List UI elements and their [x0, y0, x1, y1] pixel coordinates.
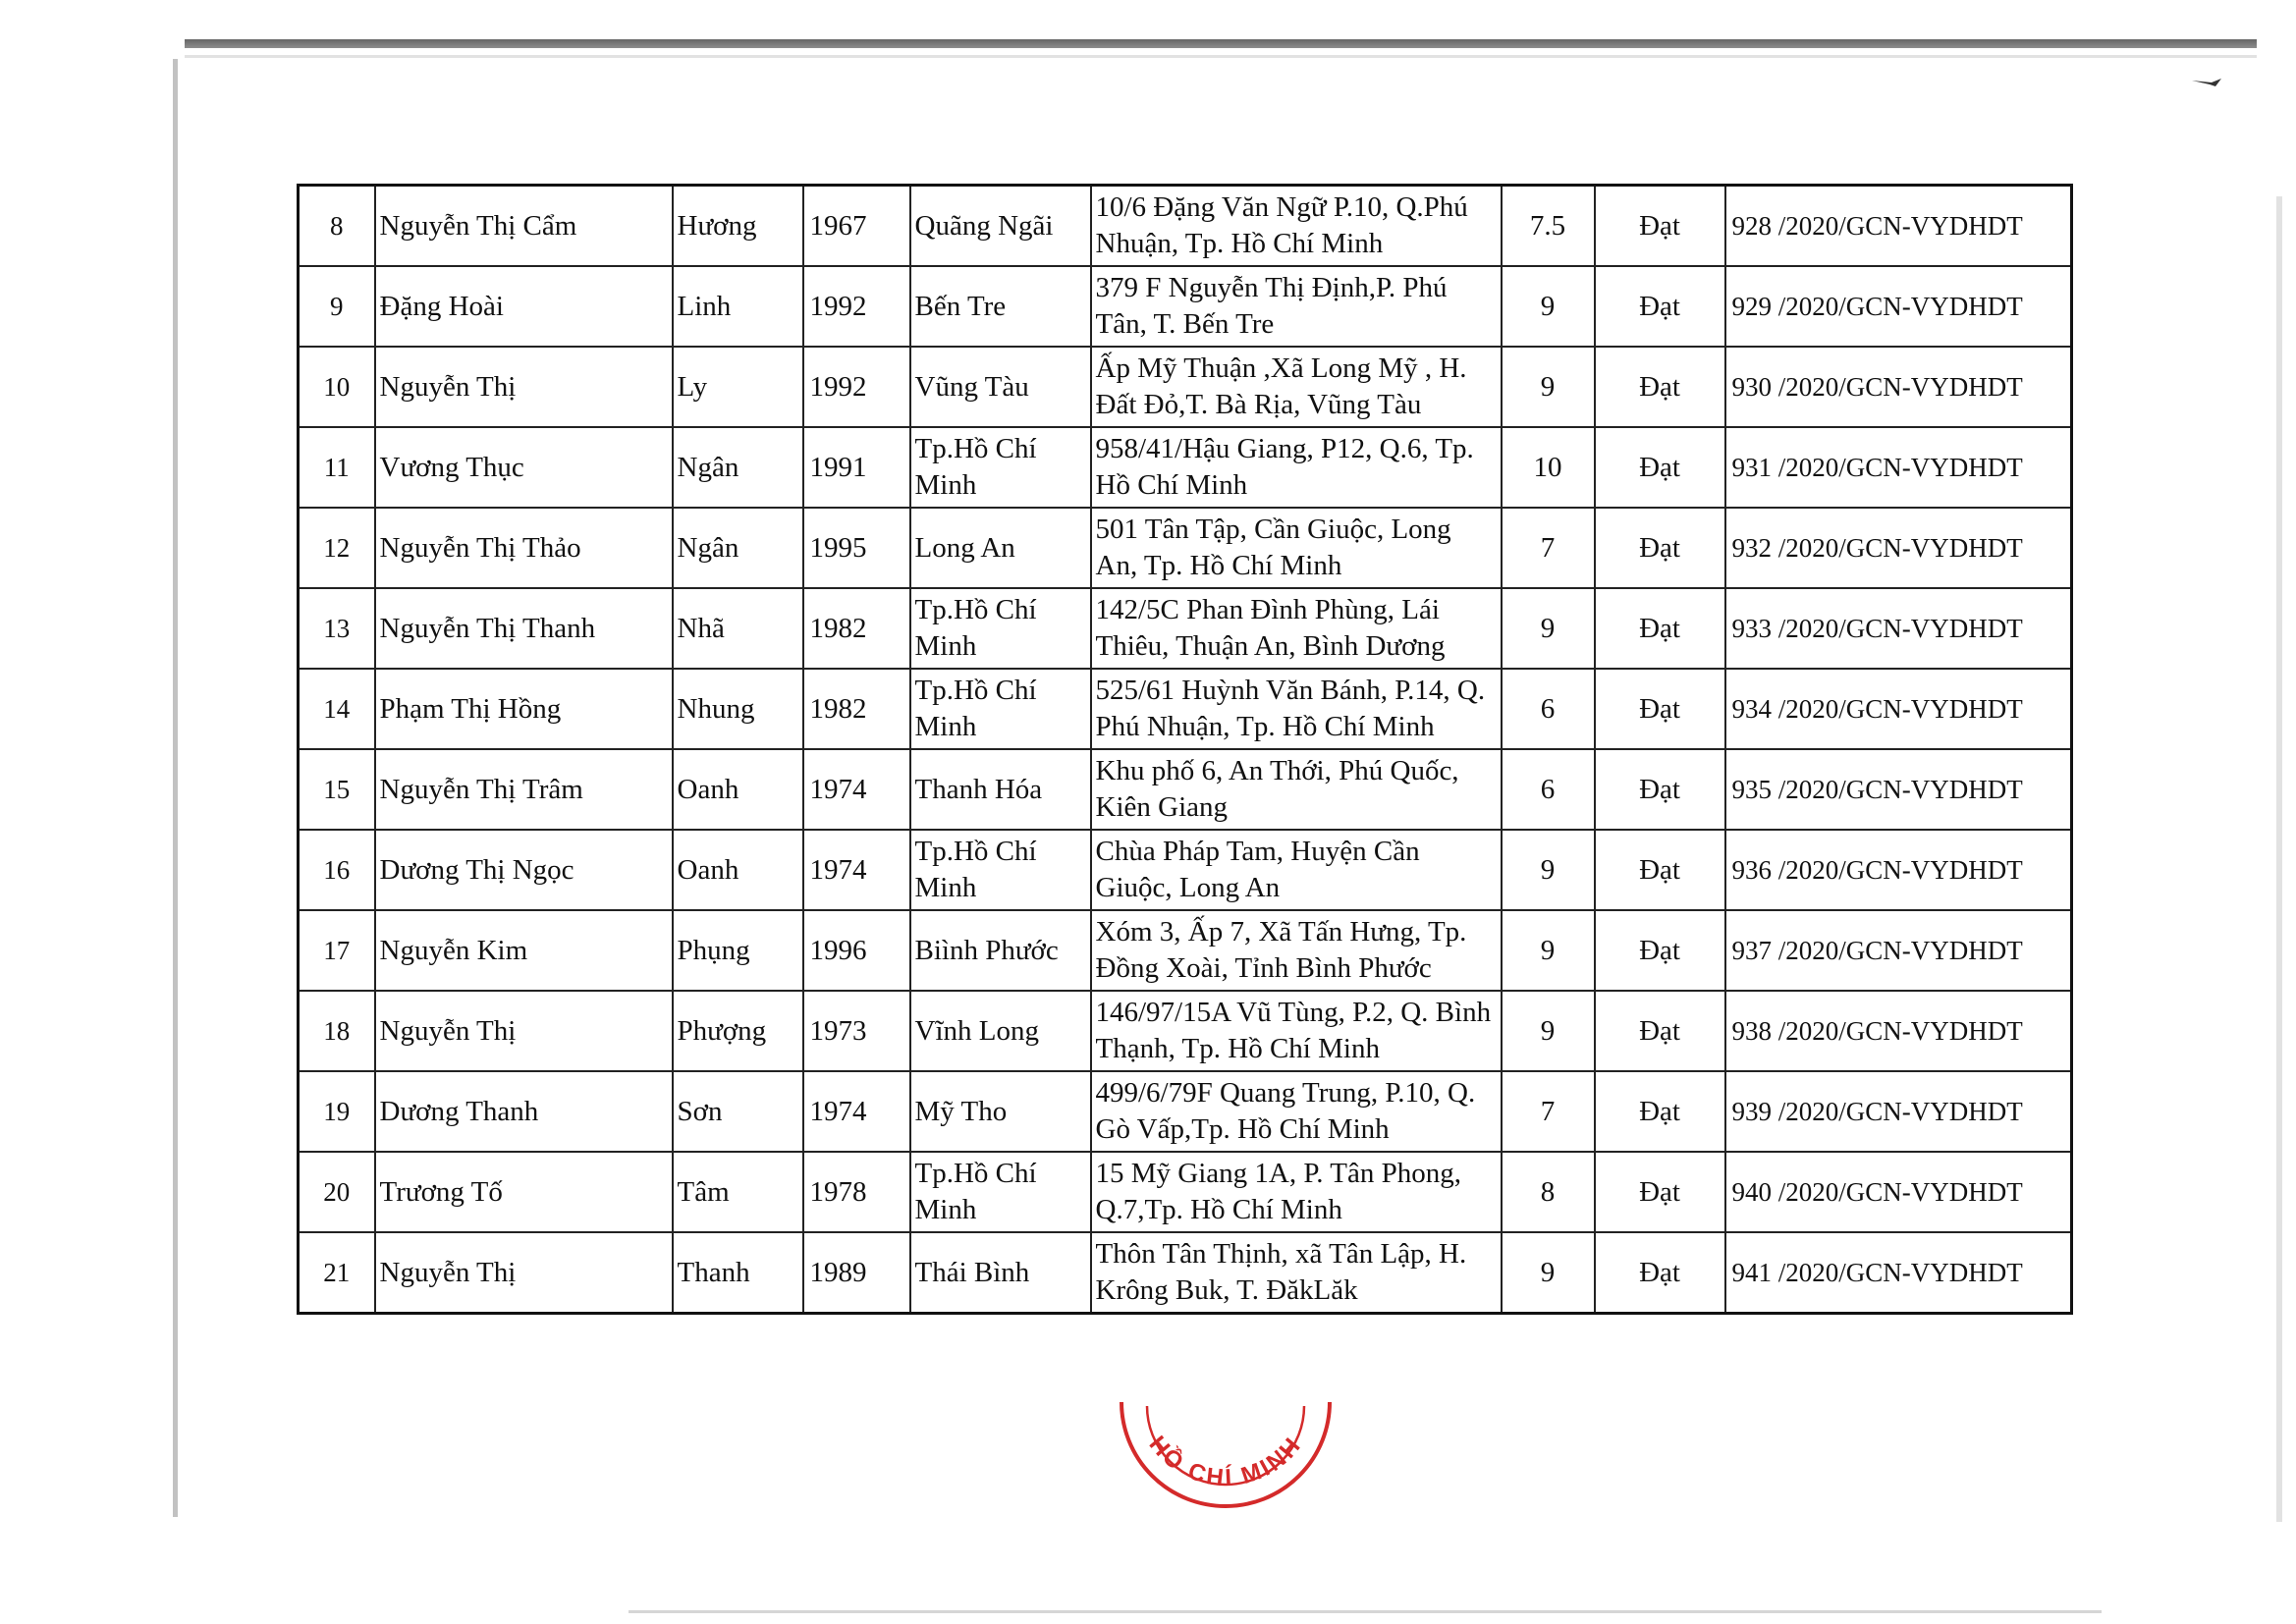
cell-ket-qua: Đạt	[1595, 830, 1725, 910]
table-body	[299, 186, 2072, 1314]
cell-dia-chi: Thôn Tân Thịnh, xã Tân Lập, H. Krông Buk, T. ĐăkLăk	[1091, 1232, 1502, 1314]
cell-noi-sinh: Thanh Hóa	[910, 749, 1091, 830]
cell-so-gcn: 928 /2020/GCN-VYDHDT	[1725, 186, 2072, 267]
cell-ket-qua: Đạt	[1595, 588, 1725, 669]
cell-noi-sinh: Tp.Hồ Chí Minh	[910, 1152, 1091, 1232]
cell-so-gcn: 932 /2020/GCN-VYDHDT	[1725, 508, 2072, 588]
cell-noi-sinh: Thái Bình	[910, 1232, 1091, 1314]
cell-ten: Linh	[673, 266, 803, 347]
cell-diem: 8	[1502, 1152, 1595, 1232]
cell-so-gcn: 929 /2020/GCN-VYDHDT	[1725, 266, 2072, 347]
cell-diem: 9	[1502, 266, 1595, 347]
cell-stt: 19	[299, 1071, 375, 1152]
cell-so-gcn: 939 /2020/GCN-VYDHDT	[1725, 1071, 2072, 1152]
cell-ho-lot: Nguyễn Thị Thảo	[375, 508, 673, 588]
cell-ten: Sơn	[673, 1071, 803, 1152]
cell-stt: 14	[299, 669, 375, 749]
cell-ten: Tâm	[673, 1152, 803, 1232]
cell-ten: Oanh	[673, 749, 803, 830]
table-row	[299, 347, 2072, 427]
table-row	[299, 588, 2072, 669]
cell-nam-sinh: 1982	[803, 588, 910, 669]
scan-left-border	[173, 59, 178, 1517]
cell-so-gcn: 936 /2020/GCN-VYDHDT	[1725, 830, 2072, 910]
scan-right-border	[2276, 196, 2282, 1522]
cell-ket-qua: Đạt	[1595, 749, 1725, 830]
table-row	[299, 749, 2072, 830]
cell-dia-chi: Ấp Mỹ Thuận ,Xã Long Mỹ , H. Đất Đỏ,T. Bà Rịa, Vũng Tàu	[1091, 347, 1502, 427]
cell-diem: 9	[1502, 830, 1595, 910]
cell-ket-qua: Đạt	[1595, 347, 1725, 427]
cell-ho-lot: Dương Thị Ngọc	[375, 830, 673, 910]
cell-dia-chi: 958/41/Hậu Giang, P12, Q.6, Tp. Hồ Chí Minh	[1091, 427, 1502, 508]
cell-ho-lot: Vương Thục	[375, 427, 673, 508]
cell-nam-sinh: 1973	[803, 991, 910, 1071]
certificate-table	[297, 184, 2073, 1315]
cell-ten: Ly	[673, 347, 803, 427]
cell-diem: 6	[1502, 669, 1595, 749]
cell-diem: 6	[1502, 749, 1595, 830]
cell-dia-chi: 15 Mỹ Giang 1A, P. Tân Phong, Q.7,Tp. Hồ Chí Minh	[1091, 1152, 1502, 1232]
cell-so-gcn: 930 /2020/GCN-VYDHDT	[1725, 347, 2072, 427]
cell-so-gcn: 933 /2020/GCN-VYDHDT	[1725, 588, 2072, 669]
cell-ket-qua: Đạt	[1595, 910, 1725, 991]
cell-nam-sinh: 1974	[803, 830, 910, 910]
scan-bottom-border	[629, 1610, 2102, 1613]
cell-noi-sinh: Biình Phước	[910, 910, 1091, 991]
cell-ho-lot: Đặng Hoài	[375, 266, 673, 347]
cell-noi-sinh: Long An	[910, 508, 1091, 588]
cell-ten: Thanh	[673, 1232, 803, 1314]
cell-diem: 9	[1502, 991, 1595, 1071]
cell-nam-sinh: 1974	[803, 1071, 910, 1152]
cell-ten: Hương	[673, 186, 803, 267]
cell-dia-chi: Xóm 3, Ấp 7, Xã Tấn Hưng, Tp. Đồng Xoài, Tỉnh Bình Phước	[1091, 910, 1502, 991]
red-seal-stamp	[1108, 1382, 1343, 1520]
table-row	[299, 1152, 2072, 1232]
cell-ten: Nhung	[673, 669, 803, 749]
cell-nam-sinh: 1992	[803, 266, 910, 347]
cell-noi-sinh: Mỹ Tho	[910, 1071, 1091, 1152]
table-row	[299, 669, 2072, 749]
cell-dia-chi: 146/97/15A Vũ Tùng, P.2, Q. Bình Thạnh, Tp. Hồ Chí Minh	[1091, 991, 1502, 1071]
cell-diem: 7.5	[1502, 186, 1595, 267]
cell-ten: Nhã	[673, 588, 803, 669]
cell-so-gcn: 934 /2020/GCN-VYDHDT	[1725, 669, 2072, 749]
table-row	[299, 427, 2072, 508]
cell-diem: 9	[1502, 910, 1595, 991]
cell-dia-chi: 525/61 Huỳnh Văn Bánh, P.14, Q. Phú Nhuận, Tp. Hồ Chí Minh	[1091, 669, 1502, 749]
cell-nam-sinh: 1974	[803, 749, 910, 830]
cell-dia-chi: 10/6 Đặng Văn Ngữ P.10, Q.Phú Nhuận, Tp. Hồ Chí Minh	[1091, 186, 1502, 267]
cell-nam-sinh: 1996	[803, 910, 910, 991]
cell-nam-sinh: 1992	[803, 347, 910, 427]
cell-dia-chi: 499/6/79F Quang Trung, P.10, Q. Gò Vấp,Tp. Hồ Chí Minh	[1091, 1071, 1502, 1152]
cell-ket-qua: Đạt	[1595, 991, 1725, 1071]
table-row	[299, 508, 2072, 588]
cell-stt: 17	[299, 910, 375, 991]
cell-stt: 20	[299, 1152, 375, 1232]
cell-nam-sinh: 1967	[803, 186, 910, 267]
table-row	[299, 910, 2072, 991]
svg-text:HỒ CHÍ MINH: HỒ CHÍ MINH	[1143, 1431, 1308, 1492]
cell-stt: 9	[299, 266, 375, 347]
cell-ket-qua: Đạt	[1595, 1232, 1725, 1314]
table-row	[299, 186, 2072, 267]
cell-so-gcn: 931 /2020/GCN-VYDHDT	[1725, 427, 2072, 508]
cell-ho-lot: Nguyễn Thị	[375, 1232, 673, 1314]
cell-ket-qua: Đạt	[1595, 186, 1725, 267]
scan-top-border	[185, 39, 2257, 48]
cell-so-gcn: 938 /2020/GCN-VYDHDT	[1725, 991, 2072, 1071]
cell-stt: 21	[299, 1232, 375, 1314]
cell-noi-sinh: Tp.Hồ Chí Minh	[910, 669, 1091, 749]
cell-stt: 10	[299, 347, 375, 427]
cell-stt: 18	[299, 991, 375, 1071]
cell-ho-lot: Dương Thanh	[375, 1071, 673, 1152]
scan-corner-mark	[2192, 77, 2223, 90]
cell-so-gcn: 935 /2020/GCN-VYDHDT	[1725, 749, 2072, 830]
cell-diem: 7	[1502, 508, 1595, 588]
cell-nam-sinh: 1982	[803, 669, 910, 749]
cell-ket-qua: Đạt	[1595, 266, 1725, 347]
cell-so-gcn: 940 /2020/GCN-VYDHDT	[1725, 1152, 2072, 1232]
cell-noi-sinh: Tp.Hồ Chí Minh	[910, 427, 1091, 508]
scan-top-border-faint	[185, 55, 2257, 58]
cell-noi-sinh: Vũng Tàu	[910, 347, 1091, 427]
cell-ket-qua: Đạt	[1595, 508, 1725, 588]
cell-dia-chi: 501 Tân Tập, Cần Giuộc, Long An, Tp. Hồ Chí Minh	[1091, 508, 1502, 588]
cell-stt: 16	[299, 830, 375, 910]
cell-so-gcn: 941 /2020/GCN-VYDHDT	[1725, 1232, 2072, 1314]
cell-diem: 9	[1502, 1232, 1595, 1314]
cell-dia-chi: 379 F Nguyễn Thị Định,P. Phú Tân, T. Bến Tre	[1091, 266, 1502, 347]
cell-nam-sinh: 1989	[803, 1232, 910, 1314]
cell-ho-lot: Phạm Thị Hồng	[375, 669, 673, 749]
cell-diem: 10	[1502, 427, 1595, 508]
cell-dia-chi: Khu phố 6, An Thới, Phú Quốc, Kiên Giang	[1091, 749, 1502, 830]
cell-noi-sinh: Tp.Hồ Chí Minh	[910, 830, 1091, 910]
cell-stt: 11	[299, 427, 375, 508]
cell-ten: Phượng	[673, 991, 803, 1071]
table-row	[299, 991, 2072, 1071]
cell-ho-lot: Nguyễn Thị	[375, 991, 673, 1071]
table-row	[299, 1071, 2072, 1152]
cell-noi-sinh: Bến Tre	[910, 266, 1091, 347]
cell-ho-lot: Nguyễn Thị Thanh	[375, 588, 673, 669]
cell-nam-sinh: 1978	[803, 1152, 910, 1232]
cell-ho-lot: Nguyễn Thị	[375, 347, 673, 427]
cell-ten: Phụng	[673, 910, 803, 991]
cell-diem: 9	[1502, 347, 1595, 427]
cell-so-gcn: 937 /2020/GCN-VYDHDT	[1725, 910, 2072, 991]
table-row	[299, 830, 2072, 910]
cell-ket-qua: Đạt	[1595, 669, 1725, 749]
cell-ho-lot: Nguyễn Kim	[375, 910, 673, 991]
cell-ho-lot: Nguyễn Thị Cẩm	[375, 186, 673, 267]
cell-ten: Ngân	[673, 508, 803, 588]
cell-stt: 13	[299, 588, 375, 669]
cell-ket-qua: Đạt	[1595, 427, 1725, 508]
cell-noi-sinh: Tp.Hồ Chí Minh	[910, 588, 1091, 669]
cell-diem: 7	[1502, 1071, 1595, 1152]
cell-noi-sinh: Quãng Ngãi	[910, 186, 1091, 267]
table-row	[299, 1232, 2072, 1314]
cell-nam-sinh: 1991	[803, 427, 910, 508]
cell-diem: 9	[1502, 588, 1595, 669]
cell-ket-qua: Đạt	[1595, 1152, 1725, 1232]
cell-stt: 12	[299, 508, 375, 588]
cell-ho-lot: Nguyễn Thị Trâm	[375, 749, 673, 830]
cell-ho-lot: Trương Tố	[375, 1152, 673, 1232]
cell-stt: 15	[299, 749, 375, 830]
cell-stt: 8	[299, 186, 375, 267]
table-row	[299, 266, 2072, 347]
cell-noi-sinh: Vĩnh Long	[910, 991, 1091, 1071]
cell-dia-chi: Chùa Pháp Tam, Huyện Cần Giuộc, Long An	[1091, 830, 1502, 910]
cell-ket-qua: Đạt	[1595, 1071, 1725, 1152]
cell-dia-chi: 142/5C Phan Đình Phùng, Lái Thiêu, Thuận An, Bình Dương	[1091, 588, 1502, 669]
cell-nam-sinh: 1995	[803, 508, 910, 588]
cell-ten: Ngân	[673, 427, 803, 508]
cell-ten: Oanh	[673, 830, 803, 910]
